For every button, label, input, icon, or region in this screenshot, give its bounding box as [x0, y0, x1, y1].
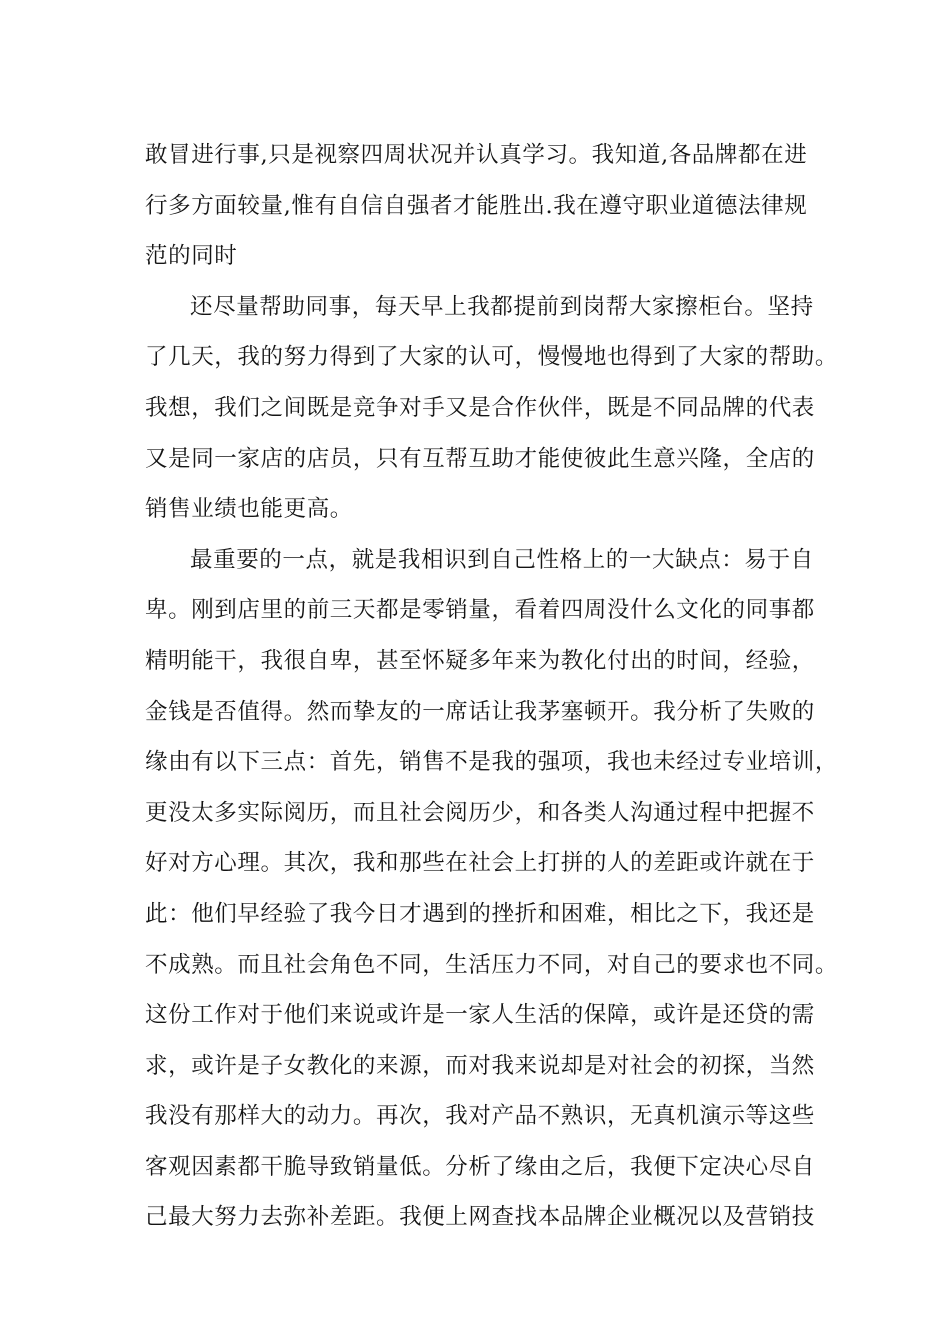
text-line: 更没太多实际阅历，而且社会阅历少，和各类人沟通过程中把握不: [145, 799, 815, 826]
text-line: 卑。刚到店里的前三天都是零销量，看着四周没什么文化的同事都: [145, 597, 815, 624]
text-line: 精明能干，我很自卑，甚至怀疑多年来为教化付出的时间，经验，: [145, 647, 815, 674]
text-line: 此：他们早经验了我今日才遇到的挫折和困难，相比之下，我还是: [145, 900, 815, 927]
text-line: 还尽量帮助同事，每天早上我都提前到岗帮大家擦柜台。坚持: [190, 293, 814, 320]
text-line: 又是同一家店的店员，只有互帮互助才能使彼此生意兴隆，全店的: [145, 445, 815, 472]
text-line: 销售业绩也能更高。: [145, 496, 353, 523]
text-line: 不成熟。而且社会角色不同，生活压力不同，对自己的要求也不同。: [145, 951, 839, 978]
text-line: 最重要的一点，就是我相识到自己性格上的一大缺点：易于自: [190, 546, 814, 573]
paragraph-2: [145, 282, 839, 535]
text-line: 客观因素都干脆导致销量低。分析了缘由之后，我便下定决心尽自: [145, 1153, 815, 1180]
text-line: 敢冒进行事,只是视察四周状况并认真学习。我知道,各品牌都在进: [145, 142, 808, 168]
text-line: 这份工作对于他们来说或许是一家人生活的保障，或许是还贷的需: [145, 1002, 815, 1029]
text-line: 我没有那样大的动力。再次，我对产品不熟识，无真机演示等这些: [145, 1103, 815, 1130]
text-line: 求，或许是子女教化的来源，而对我来说却是对社会的初探，当然: [145, 1052, 815, 1079]
text-line: 我想，我们之间既是竞争对手又是合作伙伴，既是不同品牌的代表: [145, 394, 815, 421]
text-line: 缘由有以下三点：首先，销售不是我的强项，我也未经过专业培训，: [145, 749, 839, 776]
paragraph-3: [145, 535, 839, 1243]
text-line: 范的同时: [145, 243, 238, 270]
text-line: 行多方面较量,惟有自信自强者才能胜出.我在遵守职业道德法律规: [145, 192, 808, 219]
paragraph-1: [145, 130, 810, 282]
document-body: [145, 130, 839, 1243]
text-line: 了几天，我的努力得到了大家的认可，慢慢地也得到了大家的帮助。: [145, 344, 839, 371]
text-line: 金钱是否值得。然而挚友的一席话让我茅塞顿开。我分析了失败的: [145, 698, 815, 725]
text-line: 己最大努力去弥补差距。我便上网查找本品牌企业概况以及营销技: [145, 1204, 815, 1231]
text-line: 好对方心理。其次，我和那些在社会上打拼的人的差距或许就在于: [145, 850, 815, 877]
